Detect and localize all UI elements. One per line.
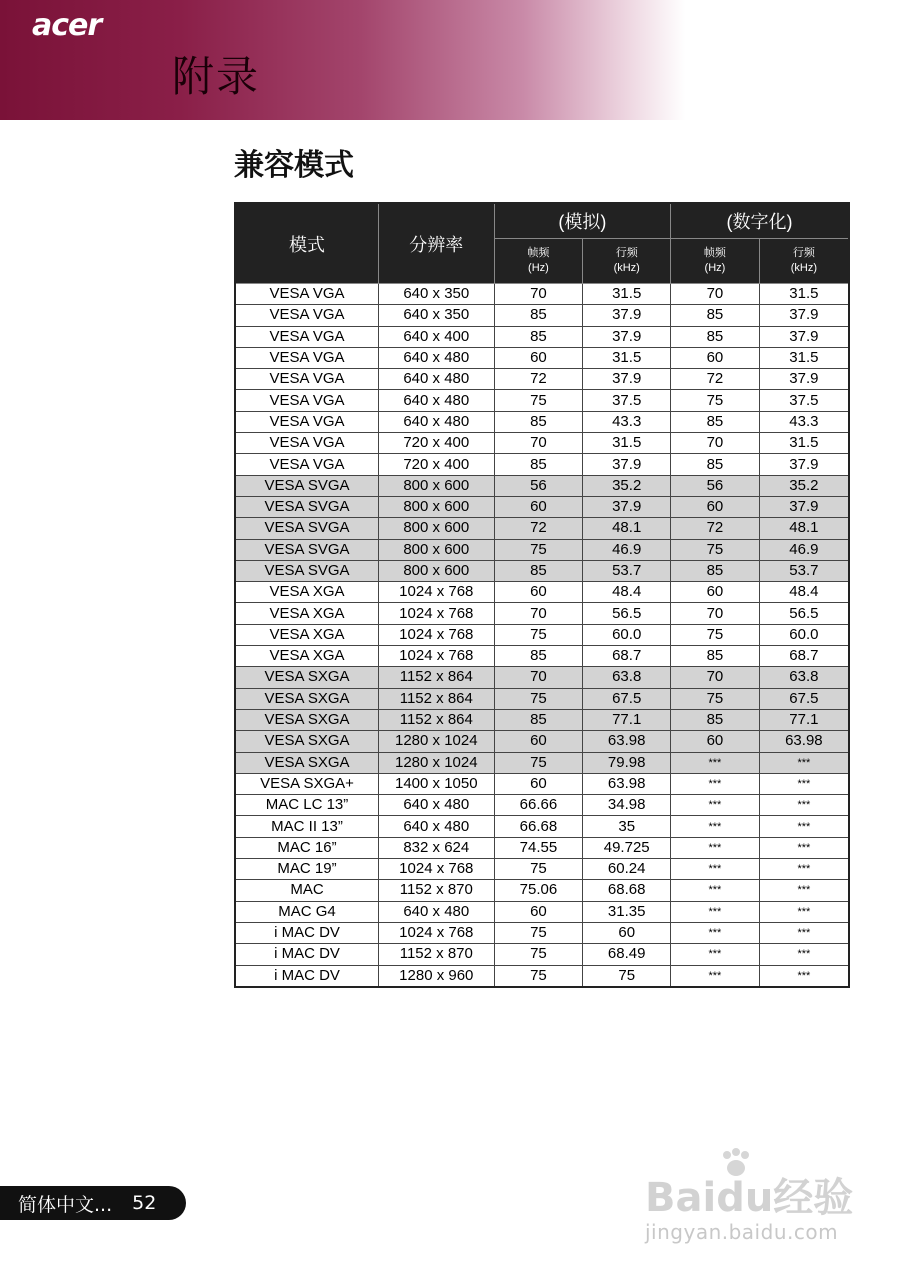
cell-mode: VESA VGA (235, 305, 379, 326)
cell-analog-vfreq: 66.68 (494, 816, 583, 837)
cell-digital-vfreq: 85 (671, 709, 760, 730)
cell-resolution: 1152 x 864 (379, 709, 495, 730)
cell-digital-vfreq: 72 (671, 369, 760, 390)
cell-analog-hfreq: 68.49 (583, 944, 671, 965)
cell-digital-vfreq: 70 (671, 284, 760, 305)
cell-resolution: 800 x 600 (379, 560, 495, 581)
cell-analog-vfreq: 75 (494, 624, 583, 645)
cell-analog-vfreq: 75 (494, 944, 583, 965)
column-header-analog-hfreq: 行频 (kHz) (583, 239, 671, 284)
cell-analog-hfreq: 46.9 (583, 539, 671, 560)
cell-analog-vfreq: 85 (494, 454, 583, 475)
cell-digital-vfreq: 75 (671, 688, 760, 709)
cell-resolution: 1024 x 768 (379, 646, 495, 667)
cell-analog-vfreq: 66.66 (494, 795, 583, 816)
cell-analog-hfreq: 63.8 (583, 667, 671, 688)
cell-digital-vfreq: 75 (671, 624, 760, 645)
cell-digital-vfreq: 56 (671, 475, 760, 496)
cell-analog-vfreq: 85 (494, 560, 583, 581)
cell-resolution: 640 x 480 (379, 411, 495, 432)
column-header-digital-hfreq: 行频 (kHz) (759, 239, 849, 284)
table-row (235, 539, 849, 560)
compatibility-table (234, 202, 850, 988)
cell-digital-vfreq: 72 (671, 518, 760, 539)
cell-resolution: 800 x 600 (379, 496, 495, 517)
cell-digital-vfreq: *** (671, 837, 760, 858)
cell-digital-hfreq: *** (759, 795, 849, 816)
cell-digital-hfreq: 63.8 (759, 667, 849, 688)
cell-digital-hfreq: 46.9 (759, 539, 849, 560)
cell-digital-vfreq: 85 (671, 411, 760, 432)
cell-mode: VESA XGA (235, 582, 379, 603)
cell-analog-vfreq: 75 (494, 390, 583, 411)
cell-resolution: 800 x 600 (379, 475, 495, 496)
table-row (235, 369, 849, 390)
cell-analog-vfreq: 70 (494, 667, 583, 688)
cell-resolution: 640 x 350 (379, 284, 495, 305)
cell-mode: VESA SVGA (235, 560, 379, 581)
watermark-brand: Baidu经验 (645, 1175, 854, 1221)
cell-resolution: 1400 x 1050 (379, 773, 495, 794)
cell-analog-hfreq: 31.5 (583, 433, 671, 454)
cell-mode: VESA VGA (235, 347, 379, 368)
cell-mode: MAC (235, 880, 379, 901)
table-row (235, 731, 849, 752)
cell-analog-vfreq: 75 (494, 688, 583, 709)
cell-digital-vfreq: 75 (671, 539, 760, 560)
cell-analog-hfreq: 67.5 (583, 688, 671, 709)
column-group-analog: (模拟) (494, 203, 671, 239)
cell-mode: VESA VGA (235, 411, 379, 432)
cell-mode: VESA SVGA (235, 539, 379, 560)
cell-digital-hfreq: 31.5 (759, 433, 849, 454)
cell-mode: VESA SXGA (235, 731, 379, 752)
cell-digital-vfreq: *** (671, 944, 760, 965)
cell-analog-hfreq: 35 (583, 816, 671, 837)
cell-resolution: 800 x 600 (379, 518, 495, 539)
cell-mode: VESA SVGA (235, 475, 379, 496)
cell-analog-hfreq: 35.2 (583, 475, 671, 496)
cell-analog-vfreq: 85 (494, 411, 583, 432)
table-row (235, 922, 849, 943)
table-row (235, 284, 849, 305)
cell-digital-hfreq: 37.9 (759, 369, 849, 390)
cell-resolution: 720 x 400 (379, 454, 495, 475)
cell-mode: i MAC DV (235, 922, 379, 943)
cell-mode: VESA XGA (235, 646, 379, 667)
table-row (235, 688, 849, 709)
cell-mode: VESA XGA (235, 624, 379, 645)
table-row (235, 518, 849, 539)
cell-mode: MAC 16” (235, 837, 379, 858)
cell-digital-hfreq: *** (759, 944, 849, 965)
header-band (0, 0, 902, 120)
table-row (235, 603, 849, 624)
cell-mode: VESA SXGA (235, 688, 379, 709)
baidu-watermark (645, 1148, 855, 1248)
cell-analog-hfreq: 63.98 (583, 731, 671, 752)
cell-digital-hfreq: 43.3 (759, 411, 849, 432)
cell-analog-vfreq: 74.55 (494, 837, 583, 858)
cell-analog-hfreq: 31.5 (583, 284, 671, 305)
cell-mode: VESA VGA (235, 454, 379, 475)
cell-digital-vfreq: 85 (671, 646, 760, 667)
cell-analog-vfreq: 70 (494, 284, 583, 305)
cell-digital-vfreq: 60 (671, 347, 760, 368)
cell-digital-hfreq: 77.1 (759, 709, 849, 730)
cell-analog-hfreq: 49.725 (583, 837, 671, 858)
cell-analog-vfreq: 85 (494, 305, 583, 326)
table-row (235, 475, 849, 496)
cell-digital-vfreq: 85 (671, 454, 760, 475)
table-row (235, 709, 849, 730)
table-row (235, 773, 849, 794)
cell-resolution: 1024 x 768 (379, 603, 495, 624)
cell-mode: VESA SXGA (235, 752, 379, 773)
cell-resolution: 640 x 480 (379, 390, 495, 411)
cell-digital-vfreq: 85 (671, 305, 760, 326)
cell-analog-hfreq: 37.9 (583, 305, 671, 326)
cell-resolution: 1024 x 768 (379, 859, 495, 880)
section-title: 兼容模式 (234, 148, 354, 183)
cell-digital-hfreq: 37.9 (759, 454, 849, 475)
cell-digital-hfreq: *** (759, 965, 849, 987)
cell-analog-hfreq: 48.1 (583, 518, 671, 539)
cell-analog-vfreq: 72 (494, 518, 583, 539)
cell-mode: MAC 19” (235, 859, 379, 880)
cell-analog-hfreq: 37.5 (583, 390, 671, 411)
cell-analog-vfreq: 70 (494, 603, 583, 624)
cell-mode: VESA VGA (235, 433, 379, 454)
cell-analog-hfreq: 60.0 (583, 624, 671, 645)
cell-digital-hfreq: *** (759, 901, 849, 922)
cell-analog-hfreq: 34.98 (583, 795, 671, 816)
cell-analog-hfreq: 37.9 (583, 454, 671, 475)
table-body (235, 284, 849, 987)
watermark-url: jingyan.baidu.com (645, 1220, 839, 1244)
cell-resolution: 1024 x 768 (379, 922, 495, 943)
cell-digital-vfreq: 85 (671, 326, 760, 347)
cell-digital-hfreq: 37.9 (759, 496, 849, 517)
cell-digital-vfreq: 60 (671, 582, 760, 603)
table-row (235, 795, 849, 816)
cell-resolution: 1280 x 1024 (379, 731, 495, 752)
cell-mode: VESA SXGA (235, 709, 379, 730)
cell-resolution: 1024 x 768 (379, 582, 495, 603)
cell-digital-vfreq: *** (671, 752, 760, 773)
cell-digital-vfreq: 60 (671, 496, 760, 517)
cell-analog-hfreq: 77.1 (583, 709, 671, 730)
table-row (235, 305, 849, 326)
table-row (235, 646, 849, 667)
cell-analog-vfreq: 75 (494, 922, 583, 943)
cell-analog-hfreq: 37.9 (583, 326, 671, 347)
cell-digital-vfreq: *** (671, 922, 760, 943)
cell-digital-vfreq: 70 (671, 433, 760, 454)
cell-analog-vfreq: 72 (494, 369, 583, 390)
cell-analog-hfreq: 31.5 (583, 347, 671, 368)
cell-resolution: 1280 x 960 (379, 965, 495, 987)
cell-mode: VESA VGA (235, 369, 379, 390)
cell-mode: VESA SVGA (235, 496, 379, 517)
cell-mode: VESA VGA (235, 326, 379, 347)
cell-digital-hfreq: *** (759, 816, 849, 837)
cell-analog-hfreq: 68.68 (583, 880, 671, 901)
cell-analog-vfreq: 75 (494, 752, 583, 773)
cell-analog-vfreq: 85 (494, 326, 583, 347)
acer-logo: acer (32, 8, 102, 43)
cell-digital-vfreq: *** (671, 880, 760, 901)
table-row (235, 326, 849, 347)
cell-mode: MAC LC 13” (235, 795, 379, 816)
cell-mode: i MAC DV (235, 944, 379, 965)
column-header-digital-vfreq: 帧频 (Hz) (671, 239, 760, 284)
cell-digital-hfreq: 37.9 (759, 326, 849, 347)
table-row (235, 837, 849, 858)
cell-analog-hfreq: 56.5 (583, 603, 671, 624)
cell-analog-hfreq: 31.35 (583, 901, 671, 922)
cell-analog-hfreq: 63.98 (583, 773, 671, 794)
cell-analog-vfreq: 60 (494, 901, 583, 922)
column-header-analog-vfreq: 帧频 (Hz) (494, 239, 583, 284)
cell-digital-hfreq: 48.4 (759, 582, 849, 603)
cell-digital-vfreq: 60 (671, 731, 760, 752)
cell-digital-hfreq: *** (759, 752, 849, 773)
cell-digital-vfreq: 70 (671, 603, 760, 624)
table-row (235, 880, 849, 901)
cell-digital-hfreq: 37.9 (759, 305, 849, 326)
cell-digital-vfreq: *** (671, 773, 760, 794)
cell-digital-hfreq: 48.1 (759, 518, 849, 539)
cell-resolution: 1152 x 870 (379, 944, 495, 965)
cell-digital-hfreq: 56.5 (759, 603, 849, 624)
cell-resolution: 1024 x 768 (379, 624, 495, 645)
cell-analog-vfreq: 60 (494, 773, 583, 794)
cell-digital-hfreq: 53.7 (759, 560, 849, 581)
cell-digital-vfreq: 85 (671, 560, 760, 581)
cell-digital-hfreq: *** (759, 880, 849, 901)
cell-analog-hfreq: 75 (583, 965, 671, 987)
cell-resolution: 1152 x 864 (379, 667, 495, 688)
cell-analog-hfreq: 37.9 (583, 496, 671, 517)
cell-analog-vfreq: 85 (494, 709, 583, 730)
table-row (235, 433, 849, 454)
table-row (235, 411, 849, 432)
cell-digital-hfreq: 31.5 (759, 347, 849, 368)
cell-resolution: 640 x 400 (379, 326, 495, 347)
cell-resolution: 640 x 480 (379, 369, 495, 390)
cell-resolution: 640 x 480 (379, 347, 495, 368)
table-row (235, 752, 849, 773)
cell-digital-vfreq: *** (671, 965, 760, 987)
cell-mode: VESA SVGA (235, 518, 379, 539)
cell-resolution: 720 x 400 (379, 433, 495, 454)
cell-analog-vfreq: 85 (494, 646, 583, 667)
cell-mode: VESA VGA (235, 284, 379, 305)
cell-analog-vfreq: 60 (494, 731, 583, 752)
cell-digital-vfreq: *** (671, 859, 760, 880)
cell-digital-vfreq: 75 (671, 390, 760, 411)
cell-resolution: 640 x 480 (379, 901, 495, 922)
footer-page-badge (0, 1186, 186, 1220)
table-row (235, 560, 849, 581)
cell-analog-vfreq: 56 (494, 475, 583, 496)
column-group-digital: (数字化) (671, 203, 849, 239)
page-number: 52 (132, 1192, 157, 1214)
cell-resolution: 800 x 600 (379, 539, 495, 560)
cell-digital-vfreq: *** (671, 816, 760, 837)
cell-digital-vfreq: *** (671, 795, 760, 816)
table-row (235, 667, 849, 688)
table-row (235, 496, 849, 517)
cell-mode: i MAC DV (235, 965, 379, 987)
cell-analog-hfreq: 68.7 (583, 646, 671, 667)
cell-digital-hfreq: 37.5 (759, 390, 849, 411)
cell-digital-hfreq: 63.98 (759, 731, 849, 752)
cell-digital-hfreq: 35.2 (759, 475, 849, 496)
cell-digital-hfreq: 67.5 (759, 688, 849, 709)
table-row (235, 582, 849, 603)
cell-mode: VESA SXGA+ (235, 773, 379, 794)
cell-digital-hfreq: *** (759, 922, 849, 943)
cell-resolution: 1280 x 1024 (379, 752, 495, 773)
cell-analog-vfreq: 75 (494, 965, 583, 987)
cell-digital-hfreq: *** (759, 837, 849, 858)
cell-analog-hfreq: 60.24 (583, 859, 671, 880)
cell-resolution: 640 x 480 (379, 816, 495, 837)
table-row (235, 859, 849, 880)
cell-analog-vfreq: 60 (494, 347, 583, 368)
cell-analog-hfreq: 37.9 (583, 369, 671, 390)
cell-mode: MAC G4 (235, 901, 379, 922)
column-header-resolution: 分辨率 (379, 203, 495, 284)
cell-digital-hfreq: 31.5 (759, 284, 849, 305)
cell-analog-hfreq: 79.98 (583, 752, 671, 773)
cell-analog-vfreq: 60 (494, 496, 583, 517)
cell-analog-hfreq: 43.3 (583, 411, 671, 432)
cell-mode: VESA VGA (235, 390, 379, 411)
table-row (235, 347, 849, 368)
cell-analog-vfreq: 70 (494, 433, 583, 454)
table-row (235, 624, 849, 645)
footer-language: 简体中文... (18, 1193, 113, 1216)
cell-analog-hfreq: 53.7 (583, 560, 671, 581)
table-row (235, 454, 849, 475)
cell-analog-vfreq: 60 (494, 582, 583, 603)
cell-digital-hfreq: *** (759, 859, 849, 880)
page-title: 附录 (172, 52, 261, 101)
cell-digital-hfreq: *** (759, 773, 849, 794)
cell-resolution: 832 x 624 (379, 837, 495, 858)
cell-resolution: 1152 x 864 (379, 688, 495, 709)
table-row (235, 816, 849, 837)
cell-analog-vfreq: 75 (494, 859, 583, 880)
column-header-mode: 模式 (235, 203, 379, 284)
cell-resolution: 640 x 480 (379, 795, 495, 816)
table-row (235, 901, 849, 922)
cell-digital-hfreq: 68.7 (759, 646, 849, 667)
cell-analog-vfreq: 75.06 (494, 880, 583, 901)
table-row (235, 944, 849, 965)
cell-digital-vfreq: 70 (671, 667, 760, 688)
cell-analog-hfreq: 48.4 (583, 582, 671, 603)
cell-analog-vfreq: 75 (494, 539, 583, 560)
table-row (235, 390, 849, 411)
table-row (235, 965, 849, 987)
cell-analog-hfreq: 60 (583, 922, 671, 943)
cell-digital-hfreq: 60.0 (759, 624, 849, 645)
cell-mode: MAC II 13” (235, 816, 379, 837)
cell-mode: VESA SXGA (235, 667, 379, 688)
cell-digital-vfreq: *** (671, 901, 760, 922)
cell-resolution: 640 x 350 (379, 305, 495, 326)
cell-resolution: 1152 x 870 (379, 880, 495, 901)
cell-mode: VESA XGA (235, 603, 379, 624)
